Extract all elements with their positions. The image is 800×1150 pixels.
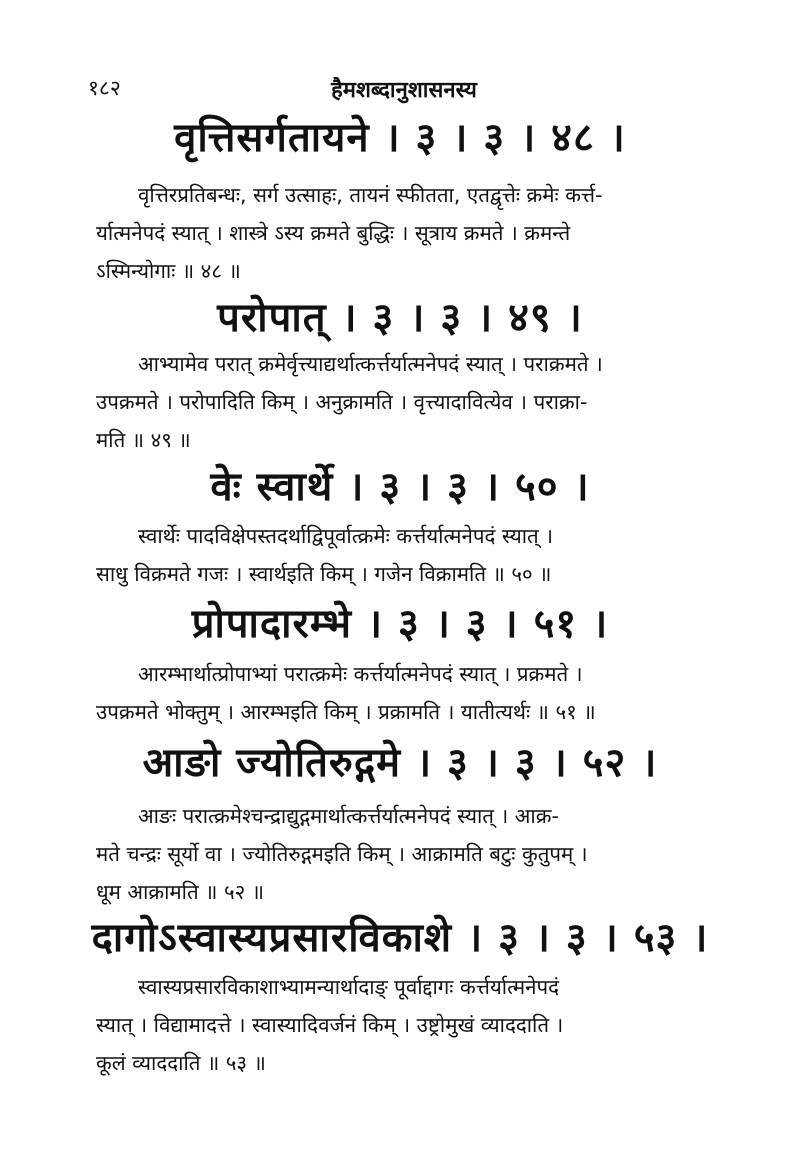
commentary-paragraph (96, 345, 716, 459)
page-number: १८२ (88, 76, 121, 100)
commentary-line: साधु विक्रमते गजः । स्वार्थइति किम् । गजेन विक्रामति ॥ ५० ॥ (96, 562, 552, 586)
commentary-line: आङः परात्क्रमेश्चन्द्राद्युद्गमार्थात्कर्त्तर्यात्मनेपदं स्यात् । आक्र- (138, 804, 559, 828)
running-head (88, 74, 720, 104)
commentary-line: र्यात्मनेपदं स्यात् । शास्त्रे ऽस्य क्रमते बुद्धिः । सूत्राय क्रमते । क्रमन्ते (96, 221, 571, 245)
sutra-heading: वृत्तिसर्गतायने । ३ । ३ । ४८ । (174, 115, 626, 161)
commentary-line: स्यात् । विद्यामादत्ते । स्वास्यादिवर्जनं किम् । उष्ट्रोमुखं व्याददाति । (96, 1013, 564, 1037)
commentary-paragraph (96, 176, 716, 290)
commentary-line: स्वार्थेः पादविक्षेपस्तदर्थाद्विपूर्वात्क्रमेः कर्त्तर्यात्मनेपदं स्यात् । (138, 524, 554, 548)
sutra-heading: आङो ज्योतिरुद्गमे । ३ । ३ । ५२ । (142, 740, 658, 786)
commentary-paragraph (96, 968, 716, 1082)
commentary-line: ऽस्मिन्योगाः ॥ ४८ ॥ (96, 259, 241, 283)
commentary-line: उपक्रमते । परोपादिति किम् । अनुक्रामति । वृत्त्यादावित्येव । पराक्रा- (96, 390, 588, 414)
commentary-line: कूलं व्याददाति ॥ ५३ ॥ (96, 1051, 266, 1075)
sutra-heading: प्रोपादारम्भे । ३ । ३ । ५१ । (191, 601, 609, 647)
running-title: हैमशब्दानुशासनस्य (331, 78, 477, 103)
commentary-line: मते चन्द्रः सूर्यो वा । ज्योतिरुद्गमइति किम् । आक्रामति बटुः कुतुपम् । (96, 842, 588, 866)
commentary-line: उपक्रमते भोक्तुम् । आरम्भइति किम् । प्रक्रामति । यातीत्यर्थः ॥ ५१ ॥ (96, 700, 596, 724)
commentary-line: वृत्तिरप्रतिबन्धः, सर्ग उत्साहः, तायनं स्फीतता, एतद्वृत्तेः क्रमेः कर्त्त- (138, 183, 603, 207)
sutra-heading: दागोऽस्वास्यप्रसारविकाशे । ३ । ३ । ५३ । (91, 915, 709, 961)
commentary-paragraph (96, 797, 716, 911)
commentary-paragraph (96, 655, 716, 731)
commentary-line: मति ॥ ४९ ॥ (96, 428, 191, 452)
commentary-paragraph (96, 517, 716, 593)
commentary-line: स्वास्यप्रसारविकाशाभ्यामन्यार्थादाङ् पूर्वाद्दागः कर्त्तर्यात्मनेपदं (138, 975, 560, 999)
commentary-line: धूम आक्रामति ॥ ५२ ॥ (96, 880, 265, 904)
sutra-heading: परोपात् । ३ । ३ । ४९ । (217, 295, 583, 341)
commentary-line: आभ्यामेव परात् क्रमेर्वृत्त्याद्यर्थात्कर्त्तर्यात्मनेपदं स्यात् । पराक्रमते । (138, 352, 603, 376)
sutra-heading: वेः स्वार्थे । ३ । ३ । ५० । (210, 464, 590, 510)
commentary-line: आरम्भार्थात्प्रोपाभ्यां परात्क्रमेः कर्त्तर्यात्मनेपदं स्यात् । प्रक्रमते । (138, 662, 583, 686)
